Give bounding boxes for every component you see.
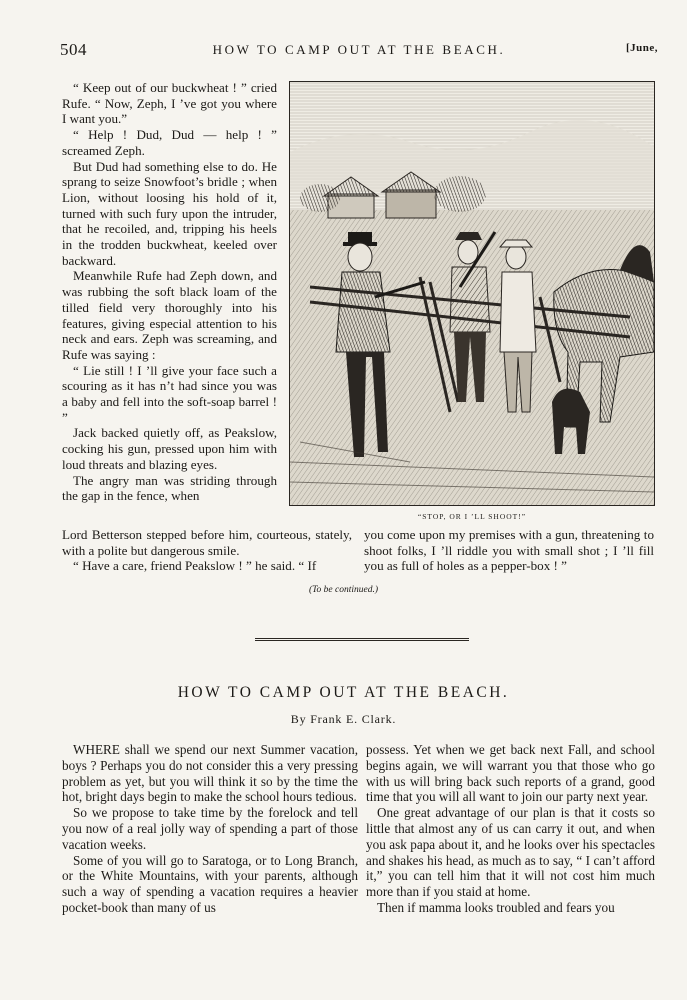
- story-paragraph: “ Help ! Dud, Dud — help ! ” screamed Zeph.: [62, 127, 277, 158]
- page-number: 504: [60, 40, 87, 59]
- article-paragraph: Then if mamma looks troubled and fears you: [377, 899, 615, 915]
- story-paragraph: The angry man was striding through the gap in the fence, when: [62, 472, 277, 504]
- story-paragraph: “ Keep out of our buckwheat ! ” cried Rufe. “ Now, Zeph, I ’ve got you where I want you.”: [62, 80, 277, 127]
- article-paragraph: Some of you will go to Saratoga, or to Long Branch, or the White Mountains, with your parents, although such a way of spending a vacation requires a heavier pocket-book than many of us: [62, 852, 358, 915]
- story-line: “ Have a care, friend Peakslow ! ” he said. “ If: [73, 558, 317, 574]
- story-line: Lord Betterson stepped before him, courteous, stately, with a polite but dangerous smile.: [62, 527, 352, 558]
- running-head: [60, 40, 658, 60]
- article-left-column: [62, 742, 358, 916]
- article-right-column: [366, 742, 655, 916]
- farm-scene-engraving: [290, 82, 654, 505]
- story-full-width-lines: [62, 527, 654, 574]
- to-be-continued: (To be continued.): [308, 585, 379, 595]
- article-paragraph: So we propose to take time by the forelock and tell you now of a real jolly way of spending a part of those vacation weeks.: [62, 805, 358, 852]
- section-divider: [255, 638, 469, 641]
- story-line: you come upon my premises with a gun, threatening to shoot folks, I ’ll riddle you with small shot ; I ’ll fill you as full of holes as a pepper-box ! ”: [364, 527, 654, 574]
- engraving-illustration: [289, 81, 655, 506]
- article-title: HOW TO CAMP OUT AT THE BEACH.: [177, 684, 510, 701]
- story-paragraph: “ Lie still ! I ’ll give your face such a scouring as it has n’t had since you was a baby and fell into the soft-soap barrel ! ”: [62, 362, 277, 425]
- article-paragraph: possess. Yet when we get back next Fall, and school begins again, we will warrant you that those who go with us will bring back such reports of a grand, good time that you will all want to join our party next year.: [366, 742, 655, 805]
- illustration-caption: “STOP, OR I ’LL SHOOT!”: [417, 512, 527, 521]
- story-left-column: [62, 80, 277, 504]
- article-paragraph: One great advantage of our plan is that it costs so little that almost any of us can carry it out, and when you ask papa about it, and he looks over his spectacles and shakes his head, as much as to say, “ I can’t afford it,” you can tell him that it will not cost him much more than if you staid at home.: [366, 805, 655, 900]
- article-paragraph: WHERE shall we spend our next Summer vacation, boys ? Perhaps you do not consider this a very pressing problem as yet, but you will think it so by the time the hot, bright days begin to make the school hours tedious.: [62, 742, 358, 805]
- running-month: [June,: [625, 42, 658, 54]
- running-title: HOW TO CAMP OUT AT THE BEACH.: [212, 42, 506, 57]
- story-paragraph: But Dud had something else to do. He sprang to seize Snowfoot’s bridle ; when Lion, without loosing his hold of it, turned with such fury upon the intruder, that he recoiled, and, tripping his heels in the trodden buckwheat, keeled over backward.: [62, 158, 277, 268]
- story-paragraph: Jack backed quietly off, as Peakslow, cocking his gun, pressed upon him with loud threats and blazing eyes.: [62, 425, 277, 472]
- story-paragraph: Meanwhile Rufe had Zeph down, and was rubbing the soft black loam of the tilled field very thoroughly into his features, giving especial attention to his neck and ears. Zeph was screaming, and Rufe was saying :: [62, 268, 277, 362]
- article-byline: By Frank E. Clark.: [290, 712, 397, 726]
